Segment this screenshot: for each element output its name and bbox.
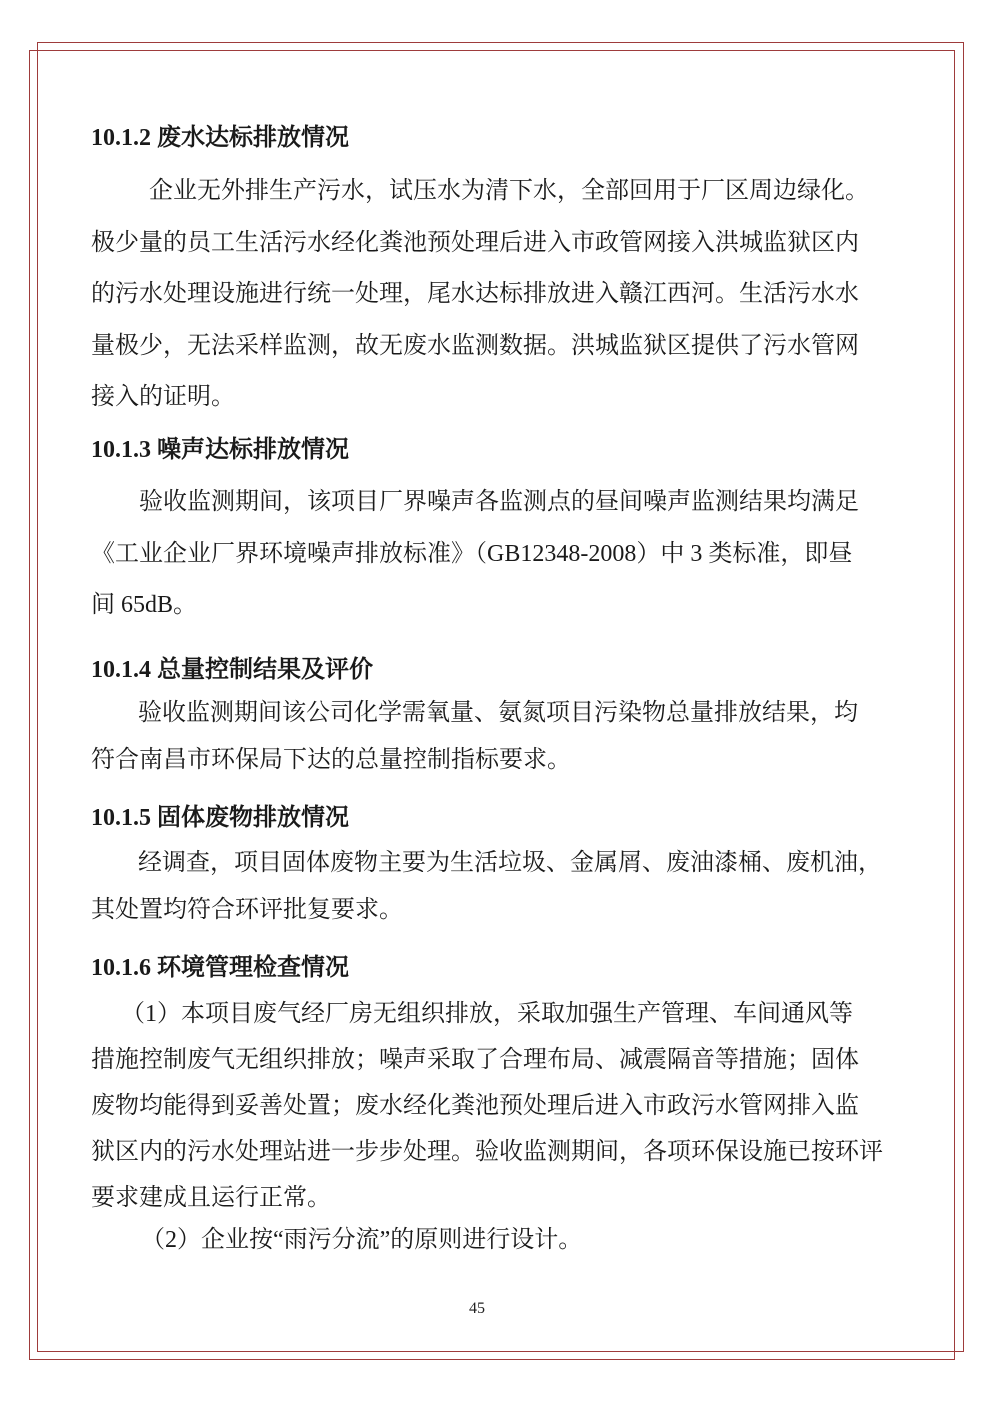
text-line: 验收监测期间，该项目厂界噪声各监测点的昼间噪声监测结果均满足 [139, 489, 859, 515]
text-line: 措施控制废气无组织排放；噪声采取了合理布局、减震隔音等措施；固体 [91, 1047, 859, 1073]
paragraph-noise-compliance [91, 477, 863, 632]
paragraph-env-management-item1 [91, 991, 883, 1221]
section-heading-10-1-4: 10.1.4 总量控制结果及评价 [91, 657, 373, 683]
section-heading-10-1-6: 10.1.6 环境管理检查情况 [91, 955, 349, 981]
section-heading-10-1-5: 10.1.5 固体废物排放情况 [91, 805, 349, 831]
paragraph-env-management-item2 [91, 1217, 863, 1264]
page-number: 45 [469, 1300, 485, 1317]
text-line: 《工业企业厂界环境噪声排放标准》（GB12348-2008）中 3 类标准，即昼 [91, 540, 853, 567]
text-line: 狱区内的污水处理站进一步步处理。验收监测期间，各项环保设施已按环评 [91, 1139, 883, 1165]
text-line: 的污水处理设施进行统一处理，尾水达标排放进入赣江西河。生活污水水 [91, 281, 859, 307]
text-line: 企业无外排生产污水，试压水为清下水，全部回用于厂区周边绿化。 [149, 178, 869, 204]
paragraph-total-amount-control [91, 690, 863, 784]
section-heading-10-1-2: 10.1.2 废水达标排放情况 [91, 125, 349, 151]
section-heading-10-1-3: 10.1.3 噪声达标排放情况 [91, 437, 349, 463]
text-line: 要求建成且运行正常。 [91, 1185, 331, 1211]
text-line: 废物均能得到妥善处置；废水经化粪池预处理后进入市政污水管网排入监 [91, 1093, 859, 1119]
paragraph-solid-waste [91, 840, 882, 934]
text-line: 其处置均符合环评批复要求。 [91, 897, 403, 923]
text-line: 验收监测期间该公司化学需氧量、氨氮项目污染物总量排放结果，均 [138, 700, 858, 726]
text-line: 经调查，项目固体废物主要为生活垃圾、金属屑、废油漆桶、废机油， [138, 850, 882, 876]
text-line: （2）企业按“雨污分流”的原则进行设计。 [141, 1227, 583, 1253]
text-line: 符合南昌市环保局下达的总量控制指标要求。 [91, 747, 571, 773]
text-line: 接入的证明。 [91, 384, 235, 410]
text-line: 量极少，无法采样监测，故无废水监测数据。洪城监狱区提供了污水管网 [91, 332, 859, 359]
text-line: 极少量的员工生活污水经化粪池预处理后进入市政管网接入洪城监狱区内 [91, 229, 859, 256]
paragraph-wastewater-compliance [91, 166, 869, 424]
text-line: 间 65dB。 [91, 592, 198, 618]
text-line: （1）本项目废气经厂房无组织排放，采取加强生产管理、车间通风等 [121, 1001, 853, 1027]
